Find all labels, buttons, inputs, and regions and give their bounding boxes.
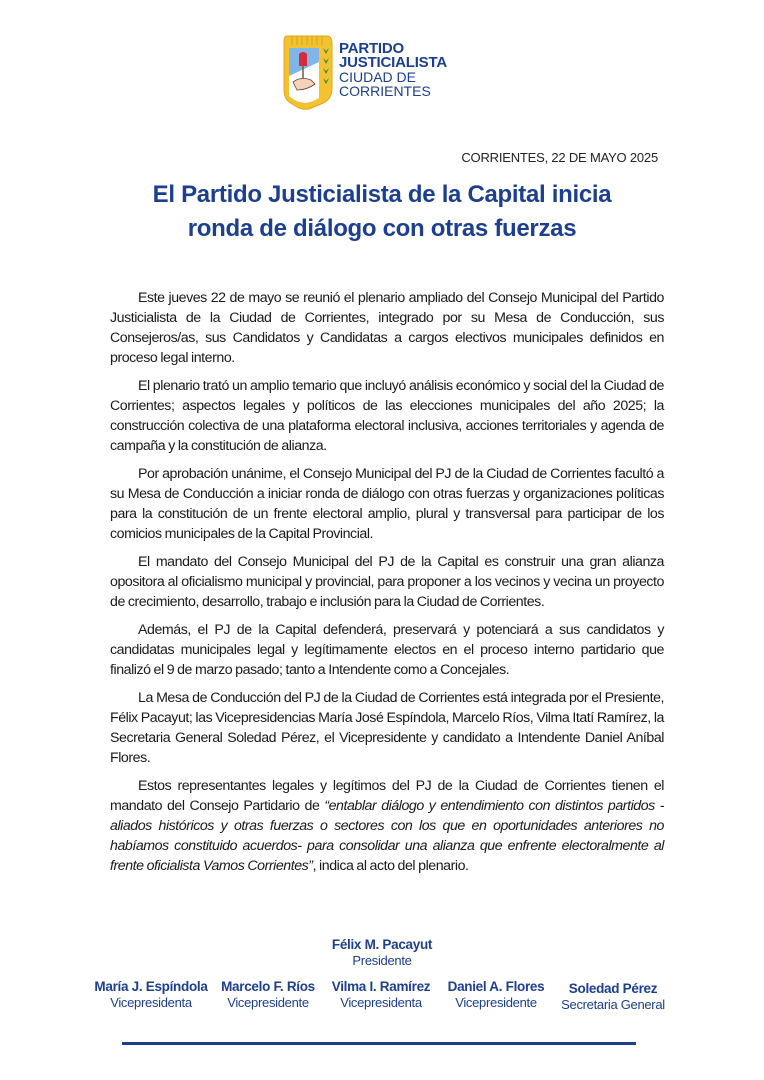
- signature-role: Vicepresidente: [227, 995, 309, 1010]
- paragraph-text: Estos representantes legales y legítimos del PJ de la Ciudad de Corrientes tienen el mandato del Consejo Partidario de: [110, 778, 664, 814]
- party-logo: [283, 32, 483, 112]
- title-line-2: ronda de diálogo con otras fuerzas: [187, 215, 577, 242]
- signature-name: María J. Espíndola: [94, 979, 208, 994]
- signature-role: Secretaria General: [561, 997, 665, 1012]
- signature-member: [86, 978, 216, 1011]
- signature-name: Marcelo F. Ríos: [221, 979, 315, 994]
- page-title: [60, 178, 704, 246]
- signature-role: Presidente: [352, 953, 412, 968]
- logo-line-justicialista: JUSTICIALISTA: [339, 54, 447, 71]
- logo-line-corrientes: CORRIENTES: [339, 83, 431, 99]
- signature-name: Soledad Pérez: [568, 981, 658, 996]
- signature-name: Vilma I. Ramírez: [331, 979, 431, 994]
- title-line-1: El Partido Justicialista de la Capital inicia: [152, 181, 612, 208]
- signature-name: Félix M. Pacayut: [331, 937, 433, 952]
- pj-shield-icon: [283, 32, 333, 110]
- article-body: [110, 288, 664, 884]
- signature-role: Vicepresidente: [455, 995, 537, 1010]
- signature-member: [438, 978, 554, 1011]
- paragraph-text: , indica al acto del plenario.: [312, 858, 469, 874]
- signature-role: Vicepresidenta: [340, 995, 422, 1010]
- paragraph: La Mesa de Conducción del PJ de la Ciudad de Corrientes está integrada por el Presiente, Félix Pacayut; las Vicepresidencias María José Espíndola, Marcelo Ríos, Vilma Itatí Ramírez, la Secretaria General Soledad Pérez, el Vicepresidente y candidato a Intendente Daniel Aníbal Flores.: [110, 690, 664, 766]
- signature-member: [322, 978, 440, 1011]
- logo-wordmark: [339, 42, 447, 98]
- footer-divider: [122, 1042, 636, 1045]
- signature-name: Daniel A. Flores: [447, 979, 545, 994]
- paragraph: Este jueves 22 de mayo se reunió el plenario ampliado del Consejo Municipal del Partido Justicialista de la Ciudad de Corrientes, integrado por su Mesa de Conducción, sus Consejeros/as, sus Candidatos y Candidatas a cargos electivos municipales definidos en proceso legal interno.: [110, 290, 664, 366]
- paragraph: Por aprobación unánime, el Consejo Municipal del PJ de la Ciudad de Corrientes facultó a su Mesa de Conducción a iniciar ronda de diálogo con otras fuerzas y organizaciones políticas para la constitución de un frente electoral amplio, plural y transversal para participar de los comicios municipales de la Capital Provincial.: [110, 466, 664, 542]
- paragraph: Además, el PJ de la Capital defenderá, preservará y potenciará a sus candidatos y candidatas municipales legal y legítimamente electos en el proceso interno partidario que finalizó el 9 de marzo pasado; tanto a Intendente como a Concejales.: [110, 622, 664, 678]
- signature-president: [312, 936, 452, 969]
- paragraph: El plenario trató un amplio temario que incluyó análisis económico y social del la Ciudad de Corrientes; aspectos legales y políticos de las elecciones municipales del año 2025; la construcción colectiva de una plataforma electoral inclusiva, acciones territoriales y agenda de campaña y la constitución de alianza.: [110, 378, 664, 454]
- signature-member: [210, 978, 326, 1011]
- paragraph-with-quote: [110, 776, 664, 876]
- quote-text: “entablar diálogo y entendimiento con distintos partidos -aliados históricos y otras fuerzas o sectores con los que en oportunidades anteriores no habíamos constituido acuerdos- para consolidar una alianza que enfrente electoralmente al frente oficialista Vamos Corrientes”: [110, 798, 665, 874]
- logo-line-partido: PARTIDO: [339, 40, 404, 57]
- logo-line-ciudad: CIUDAD DE: [339, 69, 417, 85]
- paragraph: El mandato del Consejo Municipal del PJ de la Capital es construir una gran alianza opositora al oficialismo municipal y provincial, para proponer a los vecinos y vecina un proyecto de crecimiento, desarrollo, trabajo e inclusión para la Ciudad de Corrientes.: [110, 554, 664, 610]
- signature-member: [552, 980, 674, 1013]
- signature-role: Vicepresidenta: [110, 995, 192, 1010]
- dateline: CORRIENTES, 22 DE MAYO 2025: [461, 150, 658, 165]
